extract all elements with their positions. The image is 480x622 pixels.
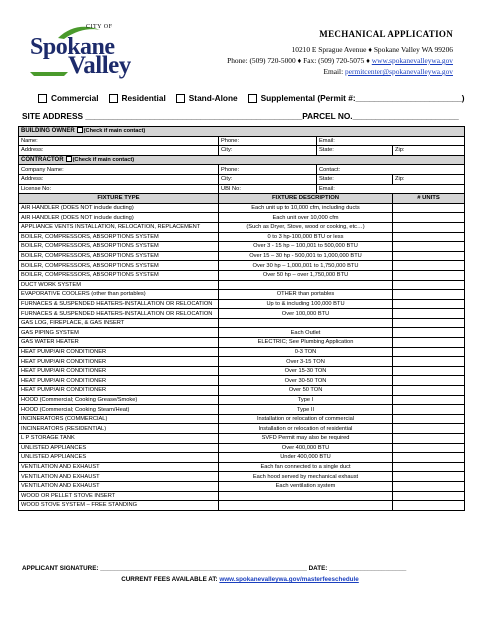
fixture-units-input[interactable] <box>393 472 465 482</box>
standalone-label: Stand-Alone <box>188 93 238 103</box>
option-residential[interactable] <box>109 93 166 103</box>
fixture-row <box>19 424 465 434</box>
site-address-label: SITE ADDRESS <box>22 111 84 121</box>
fixture-row <box>19 395 465 405</box>
owner-name-field[interactable]: Name: <box>19 136 219 146</box>
contractor-state-field[interactable]: State: <box>317 174 393 184</box>
fixture-description-cell: Each ventilation system <box>219 481 393 491</box>
fixture-units-input[interactable] <box>393 232 465 242</box>
fixture-description-cell: Over 50 TON <box>219 386 393 396</box>
fixture-description-cell <box>219 501 393 511</box>
fixture-description-cell: Each Outlet <box>219 328 393 338</box>
fixture-type-cell: BOILER, COMPRESSORS, ABSORPTIONS SYSTEM <box>19 251 219 261</box>
owner-address-field[interactable]: Address: <box>19 146 219 156</box>
fixture-row <box>19 318 465 328</box>
fixture-units-input[interactable] <box>393 366 465 376</box>
contractor-main-contact-checkbox[interactable] <box>66 156 72 162</box>
fixture-row <box>19 376 465 386</box>
email-link[interactable]: permitcenter@spokanevalleywa.gov <box>345 67 453 76</box>
fixture-units-input[interactable] <box>393 203 465 213</box>
owner-phone-field[interactable]: Phone: <box>219 136 317 146</box>
fixture-description-cell: Over 3-15 TON <box>219 357 393 367</box>
fixture-units-input[interactable] <box>393 491 465 501</box>
fixture-type-cell: HOOD (Commercial; Cooking Grease/Smoke) <box>19 395 219 405</box>
fixture-type-cell: BOILER, COMPRESSORS, ABSORPTIONS SYSTEM <box>19 232 219 242</box>
fixture-type-cell: VENTILATION AND EXHAUST <box>19 462 219 472</box>
fixture-description-cell: Type II <box>219 405 393 415</box>
col-units: # UNITS <box>393 194 465 204</box>
fixture-row <box>19 434 465 444</box>
fixture-description-cell: Type I <box>219 395 393 405</box>
fees-row <box>0 576 480 583</box>
fixture-units-input[interactable] <box>393 405 465 415</box>
col-fixture-description: FIXTURE DESCRIPTION <box>219 194 393 204</box>
fixture-description-cell: Each hood served by mechanical exhaust <box>219 472 393 482</box>
fixture-row <box>19 453 465 463</box>
fixture-units-input[interactable] <box>393 414 465 424</box>
owner-state-field[interactable]: State: <box>317 146 393 156</box>
fixture-row <box>19 242 465 252</box>
fixture-type-cell: HEAT PUMP/AIR CONDITIONER <box>19 376 219 386</box>
permit-type-options <box>38 93 465 103</box>
fixture-description-cell: Installation or relocation of residential <box>219 424 393 434</box>
option-commercial[interactable] <box>38 93 99 103</box>
commercial-label: Commercial <box>51 93 99 103</box>
fixture-description-cell <box>219 318 393 328</box>
signature-row <box>22 565 406 572</box>
fixture-units-input[interactable] <box>393 242 465 252</box>
fixture-row <box>19 414 465 424</box>
fixture-type-cell: UNLISTED APPLIANCES <box>19 443 219 453</box>
fixture-row <box>19 309 465 319</box>
fixture-units-input[interactable] <box>393 376 465 386</box>
phone-fax: Phone: (509) 720-5000 ♦ Fax: (509) 720-5075 ♦ <box>227 56 370 65</box>
fixture-row <box>19 443 465 453</box>
contractor-section-header <box>19 155 465 165</box>
fixture-description-cell: Installation or relocation of commercial <box>219 414 393 424</box>
email-label: Email: <box>323 67 344 76</box>
fixture-row <box>19 280 465 290</box>
signature-label: APPLICANT SIGNATURE: <box>22 565 99 572</box>
fixture-units-input[interactable] <box>393 462 465 472</box>
fixture-units-input[interactable] <box>393 386 465 396</box>
application-form-table <box>18 126 465 511</box>
contractor-license-field[interactable]: License No: <box>19 184 219 194</box>
owner-main-contact-label: (Check if main contact) <box>83 128 146 135</box>
fixture-type-cell: FURNACES & SUSPENDED HEATERS-INSTALLATION OR RELOCATION <box>19 309 219 319</box>
contractor-row-3 <box>19 184 465 194</box>
fixture-row <box>19 357 465 367</box>
fixture-units-input[interactable] <box>393 338 465 348</box>
fixture-units-input[interactable] <box>393 357 465 367</box>
logo-city-of: CITY OF <box>86 24 113 30</box>
parcel-field[interactable]: _______________________ <box>352 111 459 121</box>
fixture-type-cell: WOOD OR PELLET STOVE INSERT <box>19 491 219 501</box>
fixture-type-cell: VENTILATION AND EXHAUST <box>19 472 219 482</box>
residential-checkbox[interactable] <box>109 94 118 103</box>
fixture-row <box>19 232 465 242</box>
fixture-type-cell: HEAT PUMP/AIR CONDITIONER <box>19 386 219 396</box>
fixture-type-cell: DUCT WORK SYSTEM <box>19 280 219 290</box>
fixture-description-cell: (Such as Dryer, Stove, wood or cooking, etc…) <box>219 222 393 232</box>
fixture-row <box>19 491 465 501</box>
contractor-email-field[interactable]: Email: <box>317 184 465 194</box>
owner-section-title: BUILDING OWNER <box>21 128 75 135</box>
fixture-row <box>19 261 465 271</box>
page-title: MECHANICAL APPLICATION <box>319 29 453 39</box>
fixture-units-input[interactable] <box>393 481 465 491</box>
logo-valley: Valley <box>68 52 131 79</box>
fixture-type-cell: BOILER, COMPRESSORS, ABSORPTIONS SYSTEM <box>19 270 219 280</box>
fixture-type-cell: GAS WATER HEATER <box>19 338 219 348</box>
option-standalone[interactable] <box>176 93 238 103</box>
fixture-units-input[interactable] <box>393 290 465 300</box>
contractor-row-2 <box>19 174 465 184</box>
city-logo <box>28 24 138 84</box>
fixture-description-cell <box>219 491 393 501</box>
logo-underline-icon <box>28 70 72 80</box>
fixture-units-input[interactable] <box>393 318 465 328</box>
fixture-type-cell: UNLISTED APPLIANCES <box>19 453 219 463</box>
parcel-label: PARCEL NO. <box>302 111 353 121</box>
fixture-description-cell: Over 3 - 15 hp – 100,001 to 500,000 BTU <box>219 242 393 252</box>
fees-label: CURRENT FEES AVAILABLE AT: <box>121 576 218 583</box>
fixture-units-input[interactable] <box>393 434 465 444</box>
fixture-description-cell: OTHER than portables <box>219 290 393 300</box>
fixture-row <box>19 270 465 280</box>
fixture-units-input[interactable] <box>393 328 465 338</box>
fixture-type-cell: GAS PIPING SYSTEM <box>19 328 219 338</box>
fixture-row <box>19 251 465 261</box>
owner-main-contact-checkbox[interactable] <box>77 127 83 133</box>
fixture-units-input[interactable] <box>393 347 465 357</box>
website-link[interactable]: www.spokanevalleywa.gov <box>371 56 453 65</box>
fixture-units-input[interactable] <box>393 299 465 309</box>
fixture-row <box>19 472 465 482</box>
fixture-type-cell: BOILER, COMPRESSORS, ABSORPTIONS SYSTEM <box>19 261 219 271</box>
fixture-type-cell: INCINERATORS (RESIDENTIAL) <box>19 424 219 434</box>
fixture-row <box>19 462 465 472</box>
contractor-section-title: CONTRACTOR <box>21 157 64 164</box>
date-label: DATE: <box>308 565 328 572</box>
logo-spokane: Spokane <box>30 34 115 60</box>
owner-row-2 <box>19 146 465 156</box>
fixture-description-cell: ELECTRIC; See Plumbing Application <box>219 338 393 348</box>
residential-label: Residential <box>121 93 166 103</box>
fixture-description-cell: Over 100,000 BTU <box>219 309 393 319</box>
owner-section-header <box>19 127 465 137</box>
fixture-row <box>19 338 465 348</box>
fixture-type-cell: WOOD STOVE SYSTEM – FREE STANDING <box>19 501 219 511</box>
date-field[interactable]: ______________________ <box>329 565 407 572</box>
option-supplemental[interactable] <box>248 93 465 103</box>
fixture-units-input[interactable] <box>393 270 465 280</box>
fixture-row <box>19 501 465 511</box>
fixture-description-cell: Up to & including 100,000 BTU <box>219 299 393 309</box>
fixture-units-input[interactable] <box>393 280 465 290</box>
fixture-type-cell: VENTILATION AND EXHAUST <box>19 481 219 491</box>
fixture-type-cell: APPLIANCE VENTS INSTALLATION, RELOCATION, REPLACEMENT <box>19 222 219 232</box>
fixture-units-input[interactable] <box>393 443 465 453</box>
site-address-row <box>22 111 459 121</box>
fixture-row <box>19 203 465 213</box>
office-email-line <box>323 67 453 76</box>
fixture-table-header <box>19 194 465 204</box>
fixture-row <box>19 481 465 491</box>
fixture-units-input[interactable] <box>393 395 465 405</box>
fixture-row <box>19 299 465 309</box>
fixture-type-cell: HEAT PUMP/AIR CONDITIONER <box>19 366 219 376</box>
owner-row-1 <box>19 136 465 146</box>
fixture-units-input[interactable] <box>393 251 465 261</box>
contractor-address-field[interactable]: Address: <box>19 174 219 184</box>
fixture-units-input[interactable] <box>393 261 465 271</box>
fixture-description-cell <box>219 280 393 290</box>
contractor-city-field[interactable]: City: <box>219 174 317 184</box>
signature-field[interactable]: ___________________________________________________________ <box>100 565 307 572</box>
owner-city-field[interactable]: City: <box>219 146 317 156</box>
owner-email-field[interactable]: Email: <box>317 136 465 146</box>
contractor-main-contact-label: (Check if main contact) <box>72 157 135 164</box>
fixture-description-cell: Over 30-50 TON <box>219 376 393 386</box>
fixture-description-cell: Over 50 hp – over 1,750,000 BTU <box>219 270 393 280</box>
fixture-type-cell: HEAT PUMP/AIR CONDITIONER <box>19 347 219 357</box>
contractor-zip-field[interactable]: Zip: <box>393 174 465 184</box>
office-address: 10210 E Sprague Avenue ♦ Spokane Valley WA 99206 <box>291 45 453 54</box>
fixture-type-cell: L P STORAGE TANK <box>19 434 219 444</box>
standalone-checkbox[interactable] <box>176 94 185 103</box>
office-phone-line <box>227 56 453 65</box>
fixture-row <box>19 366 465 376</box>
fixture-type-cell: AIR HANDLER (DOES NOT include ducting) <box>19 203 219 213</box>
fixture-type-cell: INCINERATORS (COMMERCIAL) <box>19 414 219 424</box>
fixture-description-cell: 0-3 TON <box>219 347 393 357</box>
owner-zip-field[interactable]: Zip: <box>393 146 465 156</box>
contractor-ubi-field[interactable]: UBI No: <box>219 184 317 194</box>
fixture-row <box>19 347 465 357</box>
fixture-description-cell: Under 400,000 BTU <box>219 453 393 463</box>
fee-schedule-link[interactable]: www.spokanevalleywa.gov/masterfeeschedule <box>219 576 359 583</box>
fixture-units-input[interactable] <box>393 453 465 463</box>
fixture-units-input[interactable] <box>393 424 465 434</box>
fixture-type-cell: HEAT PUMP/AIR CONDITIONER <box>19 357 219 367</box>
fixture-description-cell: Over 30 hp – 1,000,001 to 1,750,000 BTU <box>219 261 393 271</box>
contractor-row-1 <box>19 165 465 175</box>
fixture-type-cell: GAS LOG, FIREPLACE, & GAS INSERT <box>19 318 219 328</box>
fixture-type-cell: AIR HANDLER (DOES NOT include ducting) <box>19 213 219 223</box>
contractor-contact-field[interactable]: Contact: <box>317 165 465 175</box>
fixture-description-cell: Each unit over 10,000 cfm <box>219 213 393 223</box>
contractor-phone-field[interactable]: Phone: <box>219 165 317 175</box>
fixture-description-cell: Over 15-30 TON <box>219 366 393 376</box>
supplemental-checkbox[interactable] <box>248 94 257 103</box>
commercial-checkbox[interactable] <box>38 94 47 103</box>
fixture-row <box>19 386 465 396</box>
fixture-units-input[interactable] <box>393 501 465 511</box>
fixture-type-cell: BOILER, COMPRESSORS, ABSORPTIONS SYSTEM <box>19 242 219 252</box>
fixture-row <box>19 213 465 223</box>
fixture-description-cell: 0 to 3 hp-100,000 BTU or less <box>219 232 393 242</box>
fixture-row <box>19 290 465 300</box>
fixture-row <box>19 222 465 232</box>
contractor-company-field[interactable]: Company Name: <box>19 165 219 175</box>
fixture-description-cell: Over 400,000 BTU <box>219 443 393 453</box>
fixture-type-cell: EVAPORATIVE COOLERS (other than portables) <box>19 290 219 300</box>
fixture-description-cell: Over 15 – 30 hp - 500,001 to 1,000,000 BTU <box>219 251 393 261</box>
fixture-units-input[interactable] <box>393 213 465 223</box>
fixture-description-cell: SVFD Permit may also be required <box>219 434 393 444</box>
fixture-description-cell: Each fan connected to a single duct <box>219 462 393 472</box>
fixture-units-input[interactable] <box>393 309 465 319</box>
fixture-row <box>19 328 465 338</box>
col-fixture-type: FIXTURE TYPE <box>19 194 219 204</box>
fixture-row <box>19 405 465 415</box>
fixture-description-cell: Each unit up to 10,000 cfm, including ducts <box>219 203 393 213</box>
site-address-field[interactable]: _______________________________________________ <box>85 111 303 121</box>
fixture-type-cell: FURNACES & SUSPENDED HEATERS-INSTALLATION OR RELOCATION <box>19 299 219 309</box>
fixture-units-input[interactable] <box>393 222 465 232</box>
fixture-type-cell: HOOD (Commercial; Cooking Steam/Heat) <box>19 405 219 415</box>
supplemental-label: Supplemental (Permit #:_______________________) <box>260 93 465 103</box>
